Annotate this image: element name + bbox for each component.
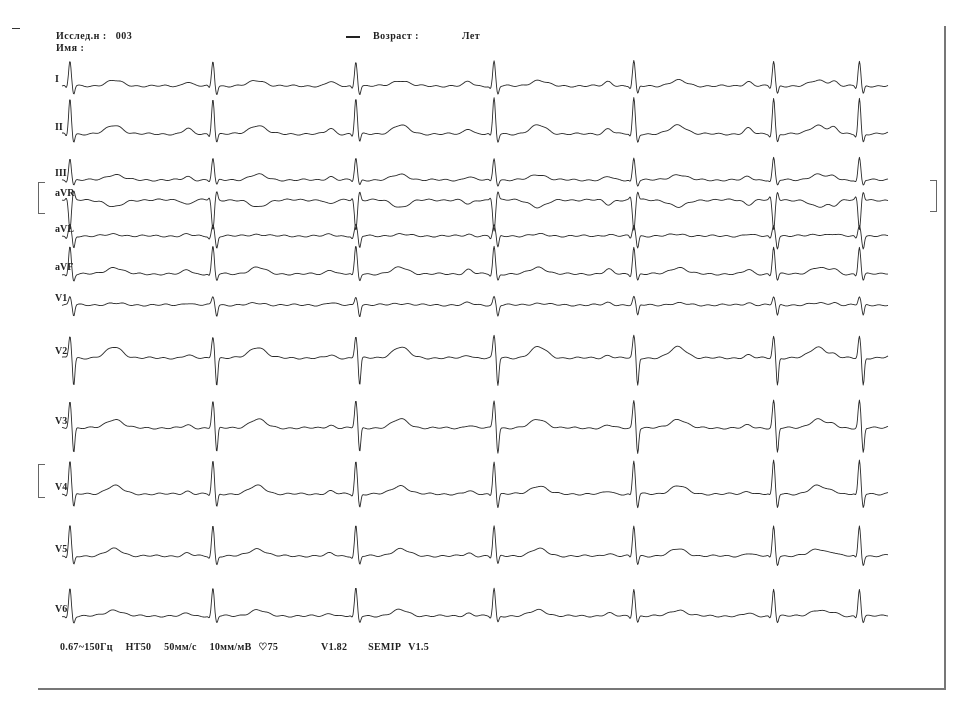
lead-label-avr: aVR <box>55 188 75 199</box>
trace-i <box>62 61 888 95</box>
trace-v6 <box>62 588 888 623</box>
lead-traces <box>62 61 888 624</box>
trace-v5 <box>62 526 888 566</box>
notch-setting: HT50 <box>125 642 152 653</box>
filter-setting: 0.67~150Гц <box>60 642 113 653</box>
trace-avl <box>62 225 888 249</box>
lead-labels <box>55 74 75 615</box>
lead-label-v5: V5 <box>55 544 68 555</box>
trace-v2 <box>62 335 888 385</box>
patient-name-label: Имя : <box>56 43 85 54</box>
patient-id-label: Исслед.н : <box>56 31 107 42</box>
trace-avr <box>62 191 888 231</box>
trace-avf <box>62 246 888 281</box>
speed-setting: 50мм/с <box>164 642 197 653</box>
lead-label-iii: III <box>55 168 67 179</box>
lead-label-ii: II <box>55 122 63 133</box>
heart-rate: ♡75 <box>258 642 279 653</box>
age-label: Возраст : <box>373 31 419 42</box>
lead-label-avl: aVL <box>55 224 74 235</box>
trace-ii <box>62 98 888 143</box>
trace-iii <box>62 157 888 186</box>
lead-label-avf: aVF <box>55 262 74 273</box>
lead-label-v6: V6 <box>55 604 68 615</box>
trace-v3 <box>62 400 888 453</box>
lead-label-v4: V4 <box>55 482 68 493</box>
version-2: V1.5 <box>408 642 429 653</box>
lead-label-v3: V3 <box>55 416 68 427</box>
settings-footer <box>60 642 439 653</box>
lead-label-i: I <box>55 74 59 85</box>
trace-v1 <box>62 296 888 316</box>
trace-v4 <box>62 460 888 508</box>
age-unit: Лет <box>461 31 481 42</box>
patient-id-value: 003 <box>115 31 133 42</box>
device-name: SEMIP <box>368 642 402 653</box>
gain-setting: 10мм/мВ <box>209 642 252 653</box>
version-1: V1.82 <box>321 642 348 653</box>
lead-label-v1: V1 <box>55 293 68 304</box>
lead-label-v2: V2 <box>55 346 68 357</box>
